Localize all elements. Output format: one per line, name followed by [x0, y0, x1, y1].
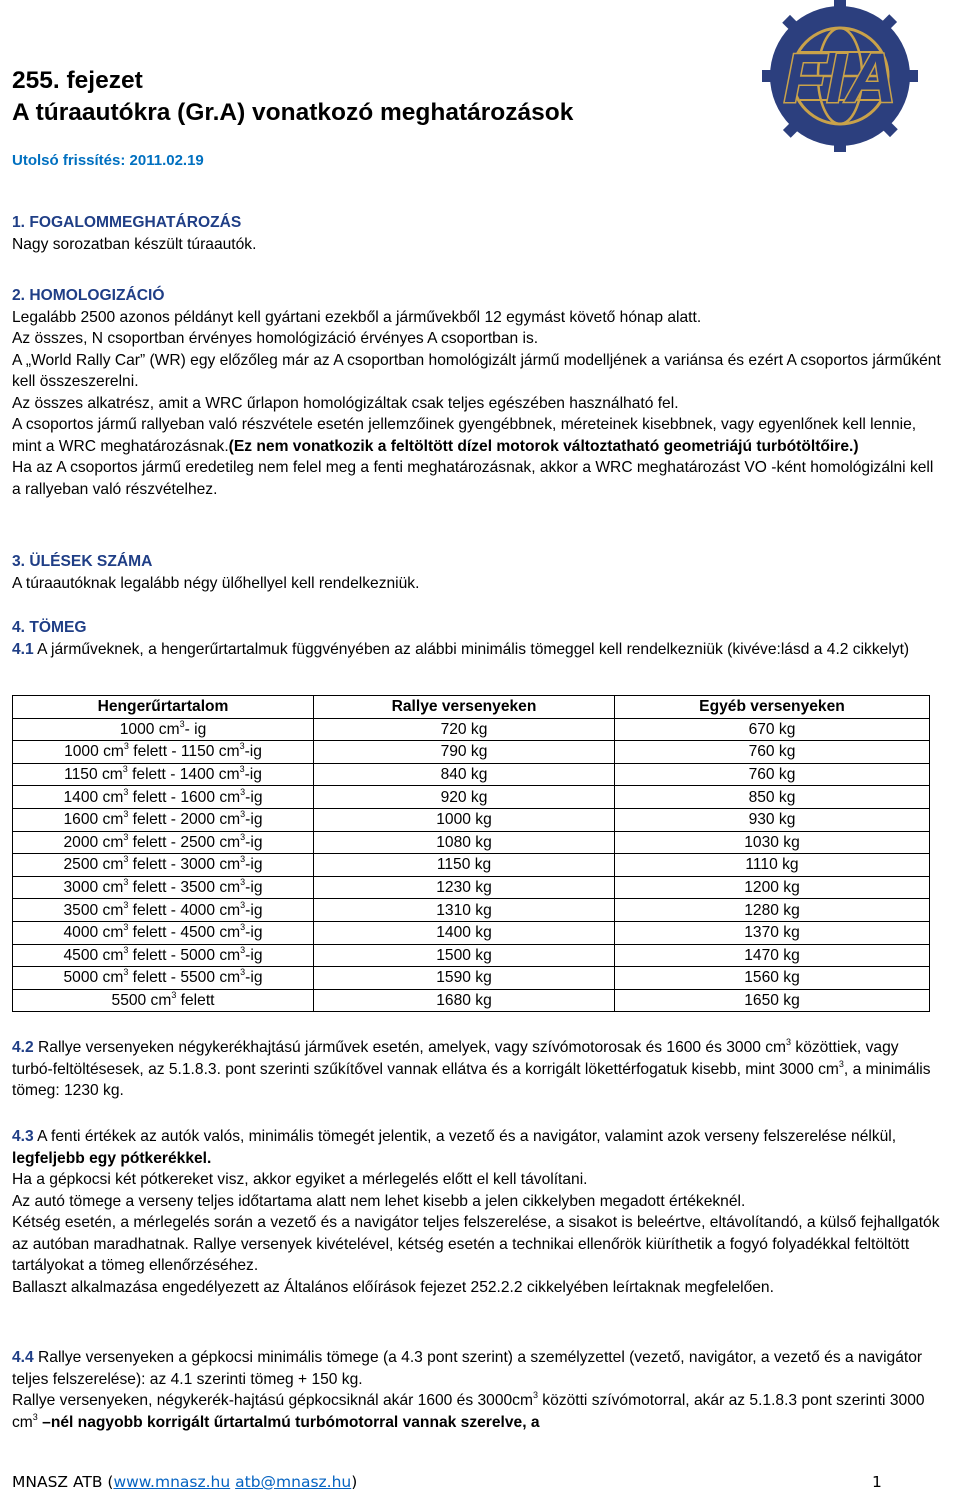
superscript: 3: [240, 809, 246, 820]
section-4: [12, 617, 942, 660]
section-1-heading: 1. FOGALOMMEGHATÁROZÁS: [12, 214, 242, 231]
other-mass-cell: 1370 kg: [615, 921, 930, 944]
rally-mass-cell: 790 kg: [314, 741, 615, 764]
paragraph-text: közötti szívómotorral, akár az 5.1.8.3 pont szerinti 3000 cm: [12, 1392, 925, 1431]
displacement-range: felett - 5000 cm: [128, 946, 241, 964]
superscript: 3: [240, 899, 246, 910]
table-row: [13, 831, 930, 854]
superscript: 3: [240, 967, 246, 978]
displacement-from: 3500 cm: [63, 901, 124, 919]
displacement-range: felett - 2500 cm: [128, 833, 241, 851]
superscript: 3: [786, 1037, 792, 1047]
displacement-cell: [13, 808, 314, 831]
section-3: [12, 551, 942, 594]
paragraph-line: Kétség esetén, a mérlegelés során a vezető és a navigátor teljes felszerelése, a sisakot is beleértve, eltávolítandó, a külső fejhallgatók az autóban maradhatnak. Rallye versenyek kivételével, kétség esetén a technikai ellenőrök kiüríthetik a fogyó folyadékkal feltöltött tartályokat a tömeg ellenőrzéséhez.: [12, 1214, 940, 1274]
footer: [12, 1473, 912, 1491]
section-2-text: A csoportos jármű rallyeban való részvétele esetén jellemzőinek gyengébbnek, méreteinek kisebbnek, vagy egyenlőnek kell lennie, mint a WRC meghatározásnak.: [12, 416, 917, 455]
superscript: 3: [32, 1411, 38, 1422]
superscript: 3: [532, 1390, 538, 1400]
footer-org: MNASZ ATB (: [12, 1473, 114, 1491]
paragraph-text: Rallye versenyeken négykerékhajtású járművek esetén, amelyek, vagy szívómotorosak és 1600 és 3000 cm: [33, 1039, 787, 1056]
logo-text: FIA: [783, 39, 897, 117]
rally-mass-cell: 1150 kg: [314, 854, 615, 877]
superscript: 3: [179, 718, 185, 729]
superscript: 3: [123, 944, 129, 955]
rally-mass-cell: 1680 kg: [314, 989, 615, 1012]
displacement-suffix: -ig: [244, 766, 262, 784]
displacement-range: felett - 1600 cm: [128, 788, 241, 806]
section-3-text: A túraautóknak legalább négy ülőhellyel kell rendelkezniük.: [12, 574, 420, 592]
other-mass-cell: 1650 kg: [615, 989, 930, 1012]
displacement-suffix: -ig: [245, 969, 263, 987]
displacement-suffix: -ig: [245, 856, 263, 874]
displacement-range: felett: [176, 992, 215, 1010]
paragraph-text: közöttiek, vagy turbó-feltöltésesek, az 5.1.8.3. pont szerinti szűkítővel vannak ellátva és a korrigált lökettérfogatuk kisebb, mint 3000 cm: [12, 1039, 899, 1078]
col-header-other: Egyéb versenyeken: [615, 696, 930, 719]
footer-close: ): [351, 1473, 358, 1491]
paragraph-number: 4.1: [12, 640, 34, 658]
superscript: 3: [123, 809, 129, 820]
other-mass-cell: 1030 kg: [615, 831, 930, 854]
superscript: 3: [123, 786, 129, 797]
section-2-heading: 2. HOMOLOGIZÁCIÓ: [12, 287, 165, 304]
superscript: 3: [240, 831, 246, 842]
other-mass-cell: 1560 kg: [615, 967, 930, 990]
page-number: 1: [872, 1473, 882, 1491]
paragraph-emphasis: legfeljebb egy pótkerékkel.: [12, 1149, 212, 1167]
rally-mass-cell: 840 kg: [314, 763, 615, 786]
table-row: [13, 786, 930, 809]
superscript: 3: [838, 1058, 844, 1069]
displacement-from: 1000 cm: [119, 720, 180, 738]
rally-mass-cell: 720 kg: [314, 718, 615, 741]
fia-logo: [722, 0, 958, 152]
superscript: 3: [240, 786, 246, 797]
email-link[interactable]: atb@mnasz.hu: [235, 1473, 352, 1491]
section-1-text: Nagy sorozatban készült túraautók.: [12, 235, 257, 253]
displacement-from: 3000 cm: [63, 879, 124, 897]
col-header-displacement: Hengerűrtartalom: [13, 696, 314, 719]
paragraph-text: Rallye versenyeken a gépkocsi minimális tömege (a 4.3 pont szerint) a személyzettel (vezető, navigátor, a vezető és a navigátor teljes felszerelése): az 4.1 szerinti tömeg + 150 kg.: [12, 1349, 923, 1388]
table-row: [13, 718, 930, 741]
superscript: 3: [171, 990, 177, 1001]
displacement-from: 2000 cm: [63, 833, 124, 851]
paragraph-text: , a minimális tömeg: 1230 kg.: [12, 1060, 931, 1099]
section-2-line: A „World Rally Car” (WR) egy előzőleg már az A csoportban homológizált jármű modelljének a variánsa és ezért A csoportos járműként kell összeszerelni.: [12, 351, 941, 390]
col-header-rally: Rallye versenyeken: [314, 696, 615, 719]
other-mass-cell: 760 kg: [615, 763, 930, 786]
displacement-range: felett - 3000 cm: [128, 856, 241, 874]
table-row: [13, 876, 930, 899]
superscript: 3: [240, 922, 246, 933]
paragraph-line: Ha a gépkocsi két pótkereket visz, akkor egyiket a mérlegelés előtt el kell távolítani.: [12, 1171, 588, 1188]
displacement-cell: [13, 854, 314, 877]
other-mass-cell: 850 kg: [615, 786, 930, 809]
displacement-range: felett - 1150 cm: [128, 743, 240, 761]
paragraph-text: –nél nagyobb korrigált űrtartalmú turbómotorral vannak szerelve, a: [37, 1413, 540, 1431]
displacement-from: 5500 cm: [111, 992, 172, 1010]
displacement-from: 1400 cm: [63, 788, 124, 806]
displacement-range: felett - 1400 cm: [127, 766, 240, 784]
section-3-heading: 3. ÜLÉSEK SZÁMA: [12, 553, 153, 570]
section-2-line: Az összes alkatrész, amit a WRC űrlapon homológizáltak csak teljes egészében használható fel.: [12, 394, 679, 412]
displacement-suffix: -ig: [245, 946, 263, 964]
displacement-range: felett - 5500 cm: [128, 969, 241, 987]
table-row: [13, 989, 930, 1012]
displacement-range: felett - 4000 cm: [128, 901, 241, 919]
displacement-cell: [13, 763, 314, 786]
displacement-range: felett - 2000 cm: [128, 811, 241, 829]
superscript: 3: [239, 741, 245, 752]
paragraph-4-2: [12, 1037, 942, 1102]
displacement-suffix: -ig: [245, 833, 263, 851]
paragraph-4-1: [12, 639, 942, 661]
page-title: A túraautókra (Gr.A) vonatkozó meghatározások: [12, 99, 574, 126]
other-mass-cell: 1470 kg: [615, 944, 930, 967]
table-row: [13, 921, 930, 944]
section-1: [12, 212, 942, 255]
rally-mass-cell: 1080 kg: [314, 831, 615, 854]
displacement-suffix: -ig: [245, 788, 263, 806]
displacement-from: 1150 cm: [64, 766, 123, 784]
other-mass-cell: 930 kg: [615, 808, 930, 831]
displacement-suffix: -ig: [245, 811, 263, 829]
table-row: [13, 854, 930, 877]
rally-mass-cell: 1310 kg: [314, 899, 615, 922]
paragraph-text: Rallye versenyeken, négykerék-hajtású gépkocsiknál akár 1600 és 3000cm: [12, 1392, 533, 1409]
last-update: Utolsó frissítés: 2011.02.19: [12, 152, 204, 169]
table-row: [13, 944, 930, 967]
other-mass-cell: 760 kg: [615, 741, 930, 764]
superscript: 3: [123, 922, 129, 933]
paragraph-4-3: [12, 1126, 942, 1298]
superscript: 3: [123, 741, 129, 752]
superscript: 3: [239, 764, 245, 775]
rally-mass-cell: 1500 kg: [314, 944, 615, 967]
section-4-heading: 4. TÖMEG: [12, 619, 87, 636]
paragraph-number: 4.3: [12, 1128, 34, 1145]
displacement-suffix: -ig: [245, 924, 263, 942]
displacement-from: 5000 cm: [63, 969, 124, 987]
other-mass-cell: 670 kg: [615, 718, 930, 741]
paragraph-text: A fenti értékek az autók valós, minimális tömegét jelentik, a vezető és a navigátor, valamint azok verseny felszerelése nélkül,: [33, 1128, 897, 1145]
displacement-cell: [13, 741, 314, 764]
section-2-note: (Ez nem vonatkozik a feltöltött dízel motorok változtatható geometriájú turbótöltőire.): [228, 437, 859, 455]
displacement-from: 4000 cm: [63, 924, 124, 942]
rally-mass-cell: 1000 kg: [314, 808, 615, 831]
section-2-line: Ha az A csoportos jármű eredetileg nem felel meg a fenti meghatározásnak, akkor a WRC meghatározást VO -ként homológizálni kell a rallyeban való részvételhez.: [12, 459, 934, 498]
rally-mass-cell: 1400 kg: [314, 921, 615, 944]
mass-table: [12, 695, 930, 1012]
table-header-row: [13, 696, 930, 719]
website-link[interactable]: www.mnasz.hu: [113, 1473, 231, 1491]
superscript: 3: [240, 854, 246, 865]
section-2-line: [12, 414, 942, 457]
displacement-suffix: -ig: [245, 879, 263, 897]
displacement-from: 2500 cm: [63, 856, 124, 874]
paragraph-line: Ballaszt alkalmazása engedélyezett az Általános előírások fejezet 252.2.2 cikkelyében leírtaknak megfelelően.: [12, 1278, 774, 1296]
displacement-suffix: -ig: [245, 901, 263, 919]
section-2-line: Legalább 2500 azonos példányt kell gyártani ezekből a járművekből 12 egymást követő hónap alatt.: [12, 308, 702, 326]
superscript: 3: [123, 831, 129, 842]
displacement-range: - ig: [184, 720, 207, 738]
displacement-cell: [13, 967, 314, 990]
displacement-cell: [13, 899, 314, 922]
other-mass-cell: 1110 kg: [615, 854, 930, 877]
superscript: 3: [122, 764, 128, 775]
paragraph-number: 4.2: [12, 1039, 34, 1056]
paragraph-line: Az autó tömege a verseny teljes időtartama alatt nem lehet kisebb a jelen cikkelyben megadott értékeknél.: [12, 1192, 746, 1210]
displacement-cell: [13, 786, 314, 809]
displacement-suffix: -ig: [244, 743, 262, 761]
rally-mass-cell: 920 kg: [314, 786, 615, 809]
displacement-from: 4500 cm: [63, 946, 124, 964]
displacement-cell: [13, 921, 314, 944]
displacement-cell: [13, 876, 314, 899]
table-row: [13, 899, 930, 922]
section-2: [12, 285, 942, 500]
paragraph-text: A járműveknek, a hengerűrtartalmuk függvényében az alábbi minimális tömeggel kell rendelkezniük (kivéve:lásd a 4.2 cikkelyt): [33, 640, 910, 658]
paragraph-4-4: [12, 1347, 942, 1433]
displacement-range: felett - 4500 cm: [128, 924, 241, 942]
superscript: 3: [240, 877, 246, 888]
superscript: 3: [123, 854, 129, 865]
displacement-cell: [13, 944, 314, 967]
other-mass-cell: 1280 kg: [615, 899, 930, 922]
displacement-cell: [13, 831, 314, 854]
superscript: 3: [123, 967, 129, 978]
displacement-range: felett - 3500 cm: [128, 879, 241, 897]
table-row: [13, 967, 930, 990]
table-row: [13, 808, 930, 831]
table-row: [13, 741, 930, 764]
displacement-cell: [13, 718, 314, 741]
displacement-from: 1000 cm: [64, 743, 124, 761]
other-mass-cell: 1200 kg: [615, 876, 930, 899]
chapter-title: 255. fejezet: [12, 67, 143, 94]
superscript: 3: [123, 877, 129, 888]
section-2-line: Az összes, N csoportban érvényes homológizáció érvényes A csoportban is.: [12, 330, 539, 347]
superscript: 3: [240, 944, 246, 955]
paragraph-number: 4.4: [12, 1349, 34, 1366]
displacement-cell: [13, 989, 314, 1012]
displacement-from: 1600 cm: [63, 811, 124, 829]
rally-mass-cell: 1230 kg: [314, 876, 615, 899]
superscript: 3: [123, 899, 129, 910]
rally-mass-cell: 1590 kg: [314, 967, 615, 990]
table-row: [13, 763, 930, 786]
